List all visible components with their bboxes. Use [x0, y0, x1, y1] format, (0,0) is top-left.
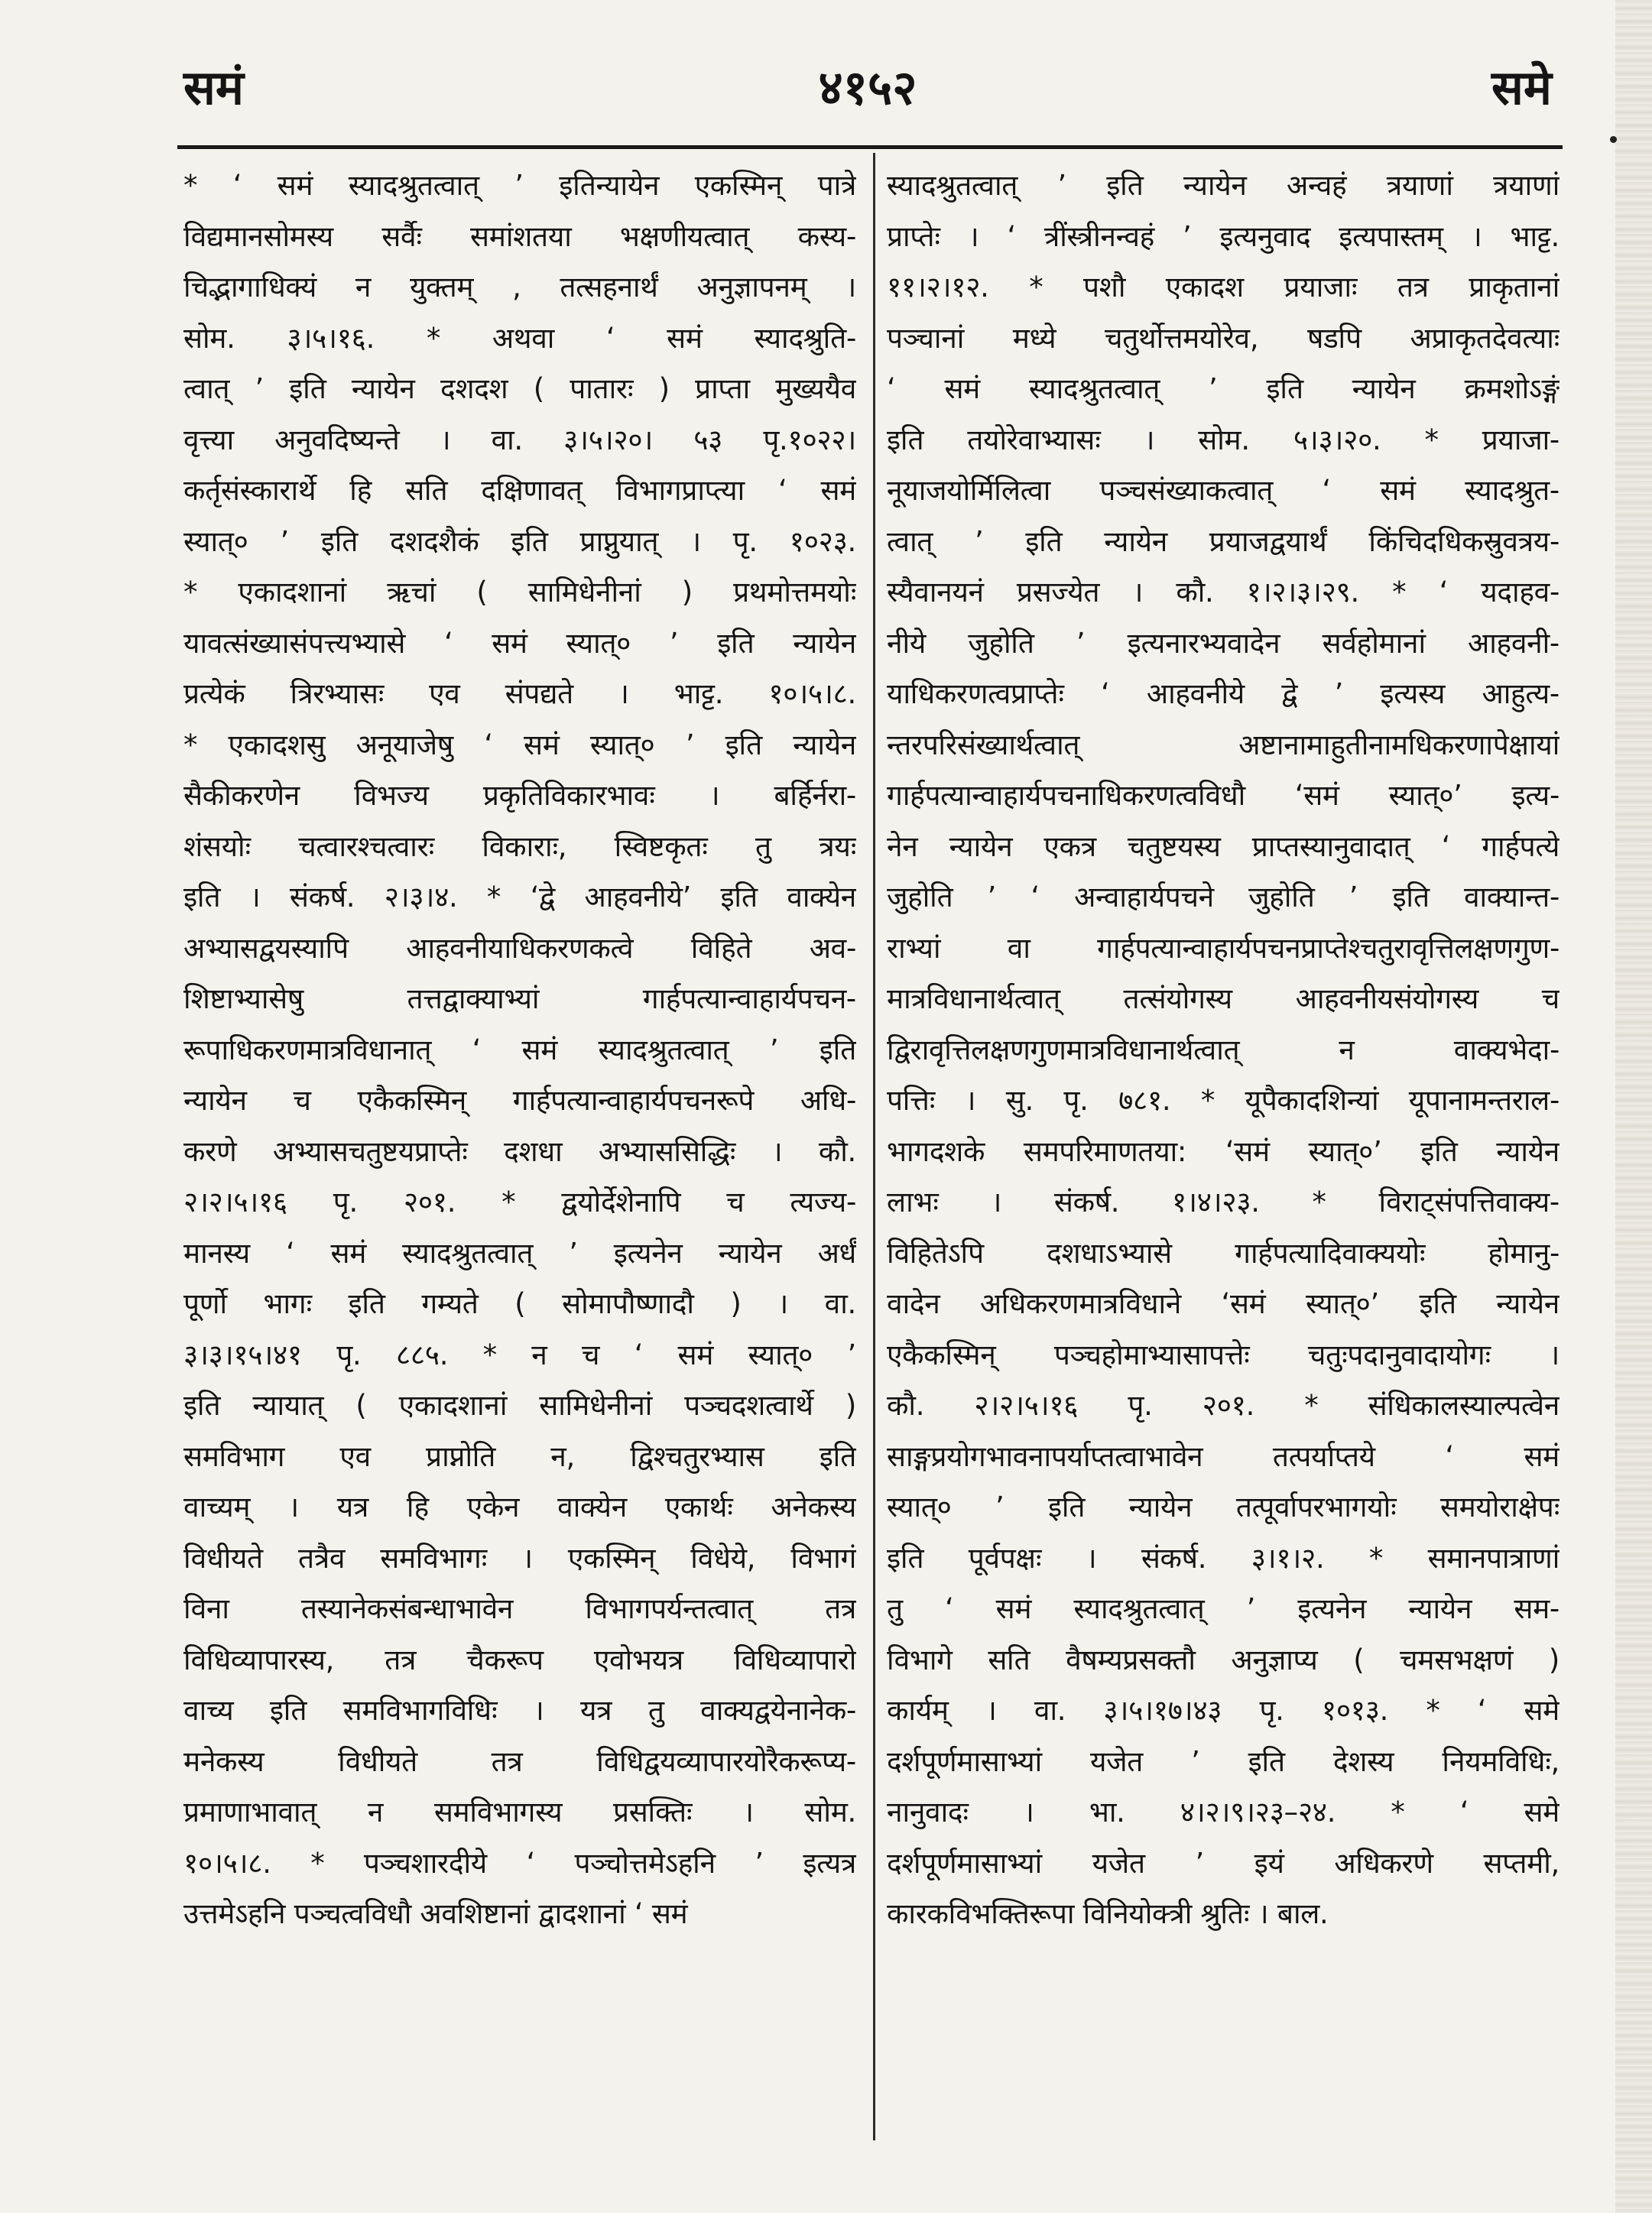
- text-line: नीये जुहोति ’ इत्यनारभ्यवादेन सर्वहोमानां आहवनी-: [887, 626, 1560, 660]
- text-line: २।२।५।१६ पृ. २०१. * द्वयोर्देशेनापि च त्यज्य-: [183, 1186, 856, 1218]
- text-line: वादेन अधिकरणमात्रविधाने ‘समं स्यात्०’ इति न्यायेन: [887, 1287, 1560, 1320]
- text-line: भागदशके समपरिमाणतया: ‘समं स्यात्०’ इति न्यायेन: [887, 1134, 1560, 1168]
- text-line: न्यायेन च एकैकस्मिन् गार्हपत्यान्वाहार्यपचनरूपे अधि-: [183, 1084, 856, 1117]
- text-line: राभ्यां वा गार्हपत्यान्वाहार्यपचनप्राप्तेश्चतुरावृत्तिलक्षणगुण-: [887, 931, 1560, 965]
- text-line: ‘ समं स्यादश्रुतत्वात् ’ इति न्यायेन क्रमशोऽङ्गं: [887, 372, 1560, 405]
- text-line: याधिकरणत्वप्राप्तेः ‘ आहवनीये द्वे ’ इत्यस्य आहुत्य-: [887, 677, 1560, 710]
- text-line: इति । संकर्ष. २।३।४. * ‘द्वे आहवनीये’ इति वाक्येन: [183, 881, 856, 913]
- text-line: वाच्यम् । यत्र हि एकेन वाक्येन एकार्थः अनेकस्य: [183, 1491, 856, 1523]
- text-line: कारकविभक्तिरूपा विनियोक्त्री श्रुतिः । बाल.: [887, 1897, 1329, 1930]
- text-line: ११।२।१२. * पशौ एकादश प्रयाजाः तत्र प्राकृतानां: [887, 271, 1560, 303]
- scan-speck: [1610, 136, 1617, 143]
- text-line: मनेकस्य विधीयते तत्र विधिद्वयव्यापारयोरैकरूप्य-: [183, 1744, 856, 1778]
- text-line: कौ. २।२।५।१६ पृ. २०१. * संधिकालस्याल्पत्वेन: [887, 1389, 1560, 1422]
- text-line: ३।३।१५।४१ पृ. ८८५. * न च ‘ समं स्यात्० ’: [183, 1338, 856, 1371]
- text-line: विहितेऽपि दशधाऽभ्यासे गार्हपत्यादिवाक्ययोः होमानु-: [887, 1236, 1560, 1270]
- text-line: दर्शपूर्णमासाभ्यां यजेत ’ इति देशस्य नियमविधिः,: [887, 1744, 1560, 1778]
- text-line: स्यादश्रुतत्वात् ’ इति न्यायेन अन्वहं त्रयाणां त्रयाणां: [887, 169, 1560, 202]
- right-column: [887, 161, 1560, 2117]
- text-line: न्तरपरिसंख्यार्थत्वात् अष्टानामाहुतीनामधिकरणापेक्षायां: [887, 728, 1560, 761]
- text-line: साङ्गप्रयोगभावनापर्याप्तत्वाभावेन तत्पर्याप्तये ‘ समं: [887, 1439, 1560, 1473]
- text-line: स्यैवानयनं प्रसज्येत । कौ. १।२।३।२९. * ‘ यदाहव-: [887, 576, 1560, 608]
- text-line: वाच्य इति समविभागविधिः । यत्र तु वाक्यद्वयेनानेक-: [183, 1694, 856, 1727]
- text-line: कर्तृसंस्कारार्थे हि सति दक्षिणावत् विभागप्राप्त्या ‘ समं: [183, 474, 856, 507]
- text-line: अभ्यासद्वयस्यापि आहवनीयाधिकरणकत्वे विहिते अव-: [183, 931, 856, 965]
- text-line: स्यात्० ’ इति दशदशैकं इति प्राप्नुयात् । पृ. १०२३.: [183, 524, 856, 558]
- text-line: एकैकस्मिन् पञ्चहोमाभ्यासापत्तेः चतुःपदानुवादायोगः ।: [887, 1338, 1560, 1371]
- text-line: इति न्यायात् ( एकादशानां सामिधेनीनां पञ्चदशत्वार्थे ): [183, 1389, 856, 1422]
- text-line: स्यात्० ’ इति न्यायेन तत्पूर्वापरभागयोः समयोराक्षेपः: [887, 1491, 1560, 1523]
- left-column: [183, 161, 856, 2117]
- text-line: पत्तिः । सु. पृ. ७८१. * यूपैकादशिन्यां यूपानामन्तराल-: [887, 1084, 1560, 1117]
- text-line: विभागे सति वैषम्यप्रसक्तौ अनुज्ञाप्य ( चमसभक्षणं ): [887, 1643, 1560, 1676]
- text-line: प्राप्तेः । ‘ त्रींस्त्रीनन्वहं ’ इत्यनुवाद इत्यपास्तम् । भाट्ट.: [887, 219, 1560, 253]
- text-line: शंसयोः चत्वारश्चत्वारः विकाराः, स्विष्टकृतः तु त्रयः: [183, 829, 856, 863]
- text-line: चिद्भागाधिक्यं न युक्तम् , तत्सहनार्थं अनुज्ञापनम् ।: [183, 271, 856, 303]
- scan-edge-noise: [1615, 0, 1652, 2213]
- column-divider: [873, 153, 875, 2140]
- header-rule: [177, 145, 1563, 149]
- page-number: ४१५२: [818, 60, 917, 115]
- text-line: नानुवादः । भा. ४।२।९।२३–२४. * ‘ समे: [887, 1796, 1560, 1828]
- page-header: [183, 46, 1552, 138]
- text-line: पूर्णो भागः इति गम्यते ( सोमापौष्णादौ ) । वा.: [183, 1287, 856, 1320]
- text-line: सैकीकरणेन विभज्य प्रकृतिविकारभावः । बर्हिर्नरा-: [183, 779, 856, 812]
- text-line: शिष्टाभ्यासेषु तत्तद्वाक्याभ्यां गार्हपत्यान्वाहार्यपचन-: [183, 982, 856, 1015]
- text-line: वृत्त्या अनुवदिष्यन्ते । वा. ३।५।२०। ५३ पृ.१०२२।: [183, 423, 856, 456]
- text-line: मानस्य ‘ समं स्यादश्रुतत्वात् ’ इत्यनेन न्यायेन अर्धं: [183, 1236, 856, 1270]
- text-line: उत्तमेऽहनि पञ्चत्वविधौ अवशिष्टानां द्वादशानां ‘ समं: [183, 1897, 688, 1930]
- text-line: विधीयते तत्रैव समविभागः । एकस्मिन् विधेये, विभागं: [183, 1541, 856, 1575]
- text-line: मात्रविधानार्थत्वात् तत्संयोगस्य आहवनीयसंयोगस्य च: [887, 982, 1560, 1015]
- text-line: * एकादशसु अनूयाजेषु ‘ समं स्यात्० ’ इति न्यायेन: [183, 728, 856, 761]
- header-right-keyword: समे: [1491, 60, 1552, 115]
- text-line: विना तस्यानेकसंबन्धाभावेन विभागपर्यन्तत्वात् तत्र: [183, 1592, 856, 1625]
- text-line: * ‘ समं स्यादश्रुतत्वात् ’ इतिन्यायेन एकस्मिन् पात्रे: [183, 169, 856, 202]
- header-left-keyword: समं: [183, 60, 244, 115]
- text-line: त्वात् ’ इति न्यायेन प्रयाजद्वयार्थं किंचिदधिकस्रुवत्रय-: [887, 524, 1560, 558]
- text-line: प्रत्येकं त्रिरभ्यासः एव संपद्यते । भाट्ट. १०।५।८.: [183, 677, 856, 710]
- text-line: समविभाग एव प्राप्नोति न, द्विश्चतुरभ्यास इति: [183, 1439, 856, 1473]
- text-line: गार्हपत्यान्वाहार्यपचनाधिकरणत्वविधौ ‘समं स्यात्०’ इत्य-: [887, 779, 1560, 812]
- text-line: विद्यमानसोमस्य सर्वैः समांशतया भक्षणीयत्वात् कस्य-: [183, 219, 856, 253]
- text-line: त्वात् ’ इति न्यायेन दशदश ( पातारः ) प्राप्ता मुख्ययैव: [183, 372, 856, 405]
- text-line: जुहोति ’ ‘ अन्वाहार्यपचने जुहोति ’ इति वाक्यान्त-: [887, 881, 1560, 913]
- text-line: पञ्चानां मध्ये चतुर्थोत्तमयोरेव, षडपि अप्राकृतदेवत्याः: [887, 321, 1560, 355]
- text-line: नेन न्यायेन एकत्र चतुष्टयस्य प्राप्तस्यानुवादात् ‘ गार्हपत्ये: [887, 829, 1560, 863]
- text-line: * एकादशानां ऋचां ( सामिधेनीनां ) प्रथमोत्तमयोः: [183, 576, 856, 608]
- text-line: रूपाधिकरणमात्रविधानात् ‘ समं स्यादश्रुतत्वात् ’ इति: [183, 1033, 856, 1066]
- text-line: दर्शपूर्णमासाभ्यां यजेत ’ इयं अधिकरणे सप्तमी,: [887, 1846, 1560, 1880]
- text-line: द्विरावृत्तिलक्षणगुणमात्रविधानार्थत्वात् न वाक्यभेदा-: [887, 1033, 1560, 1066]
- text-line: करणे अभ्यासचतुष्टयप्राप्तेः दशधा अभ्याससिद्धिः । कौ.: [183, 1134, 856, 1168]
- text-line: कार्यम् । वा. ३।५।१७।४३ पृ. १०१३. * ‘ समे: [887, 1694, 1560, 1727]
- text-line: लाभः । संकर्ष. १।४।२३. * विराट्संपत्तिवाक्य-: [887, 1186, 1560, 1218]
- text-line: सोम. ३।५।१६. * अथवा ‘ समं स्यादश्रुति-: [183, 321, 856, 355]
- text-line: इति पूर्वपक्षः । संकर्ष. ३।१।२. * समानपात्राणां: [887, 1541, 1560, 1575]
- text-line: इति तयोरेवाभ्यासः । सोम. ५।३।२०. * प्रयाजा-: [887, 423, 1560, 456]
- text-line: विधिव्यापारस्य, तत्र चैकरूप एवोभयत्र विधिव्यापारो: [183, 1643, 856, 1676]
- text-line: १०।५।८. * पञ्चशारदीये ‘ पञ्चोत्तमेऽहनि ’ इत्यत्र: [183, 1846, 856, 1880]
- text-line: नूयाजयोर्मिलित्वा पञ्चसंख्याकत्वात् ‘ समं स्यादश्रुत-: [887, 474, 1560, 507]
- text-line: तु ‘ समं स्यादश्रुतत्वात् ’ इत्यनेन न्यायेन सम-: [887, 1592, 1560, 1625]
- text-line: प्रमाणाभावात् न समविभागस्य प्रसक्तिः । सोम.: [183, 1796, 856, 1828]
- text-line: यावत्संख्यासंपत्त्यभ्यासे ‘ समं स्यात्० ’ इति न्यायेन: [183, 626, 856, 660]
